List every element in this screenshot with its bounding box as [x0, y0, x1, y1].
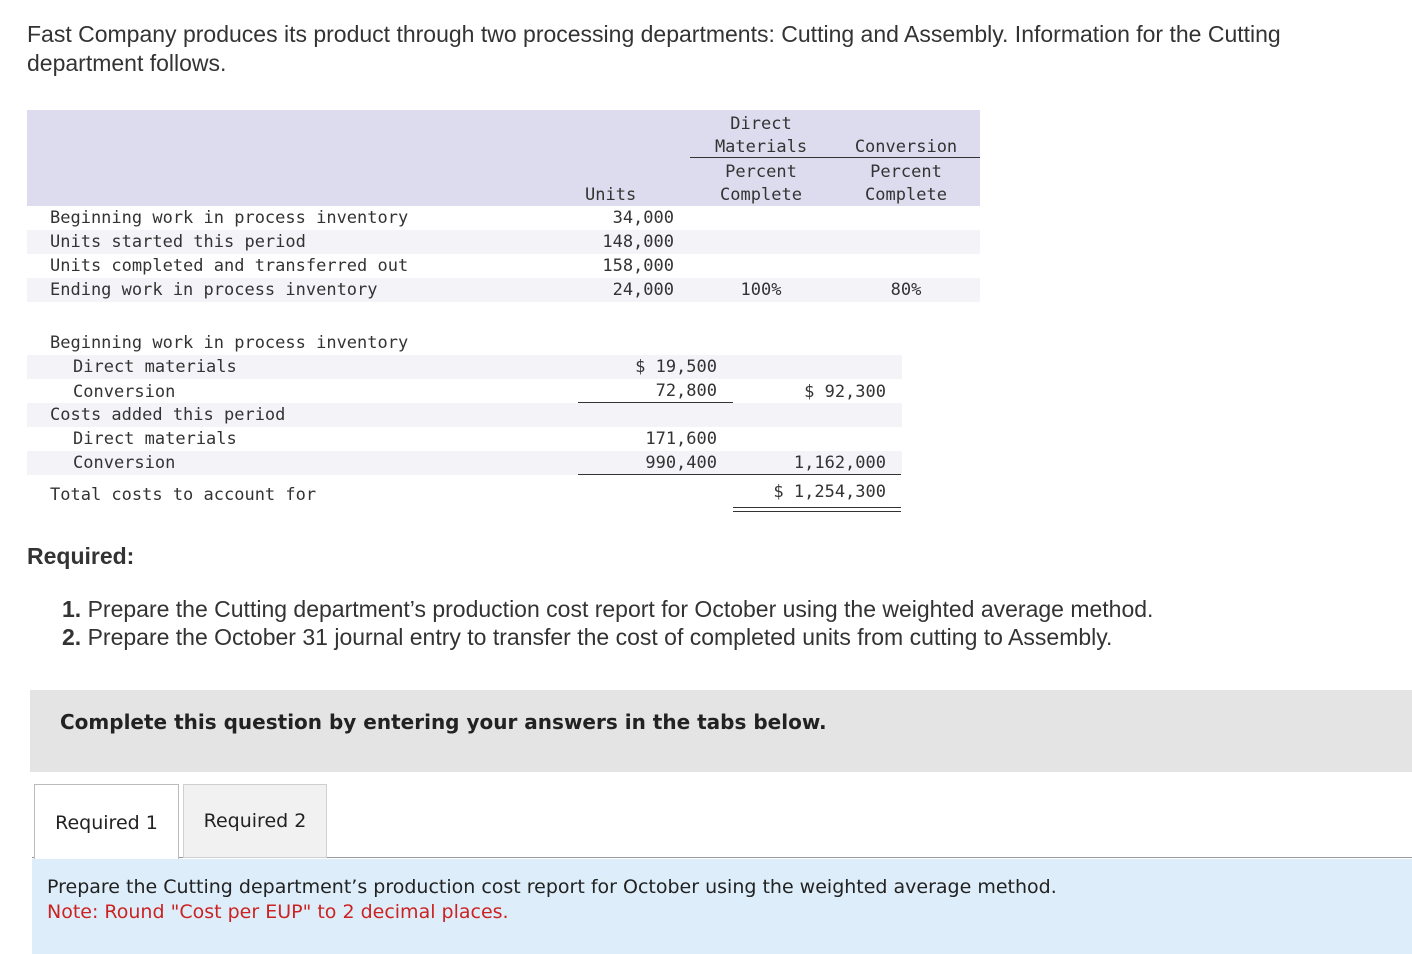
- row-label: Units started this period: [50, 232, 306, 252]
- dm-header-line4: Complete: [720, 185, 802, 205]
- row-label: Beginning work in process inventory: [50, 208, 409, 228]
- conv-header-line3: Complete: [865, 185, 947, 205]
- beg-total: $ 92,300: [804, 382, 886, 402]
- tab-required-1[interactable]: [34, 784, 179, 860]
- beg-conv-value: 72,800: [655, 381, 717, 401]
- subtotal-underline: [578, 402, 733, 403]
- required-item-1: [62, 595, 1153, 624]
- added-total: 1,162,000: [793, 453, 886, 473]
- row-label: Units completed and transferred out: [50, 256, 409, 276]
- required-heading: Required:: [27, 543, 135, 569]
- dm-header-line1: Direct: [730, 114, 792, 134]
- required-item-2-number: 2.: [62, 624, 82, 650]
- units-header: Units: [585, 185, 637, 205]
- row-dm-percent: 100%: [740, 280, 782, 300]
- tab-required-1-label: Required 1: [55, 811, 158, 834]
- required-item-2: [62, 623, 1112, 652]
- subtotal-underline: [578, 474, 733, 475]
- dm-header-line2: Materials: [714, 137, 808, 157]
- required-item-1-number: 1.: [62, 596, 82, 622]
- instructions-text: Prepare the Cutting department’s production cost report for October using the weighted average method.: [47, 876, 1057, 898]
- units-table-header-bg: [27, 110, 980, 206]
- instructions-note: Note: Round "Cost per EUP" to 2 decimal places.: [47, 901, 509, 923]
- added-conv-value: 990,400: [645, 453, 717, 473]
- total-label: Total costs to account for: [50, 485, 317, 505]
- tab-required-2[interactable]: [183, 784, 327, 858]
- total-value: $ 1,254,300: [773, 482, 886, 502]
- beg-conv-label: Conversion: [73, 382, 176, 402]
- tab-required-2-label: Required 2: [203, 810, 307, 832]
- required-item-2-text: Prepare the October 31 journal entry to transfer the cost of completed units from cutting to Assembly.: [87, 624, 1113, 650]
- row-conv-percent: 80%: [890, 280, 922, 300]
- row-label: Ending work in process inventory: [50, 280, 378, 300]
- beg-wip-label: Beginning work in process inventory: [50, 333, 409, 353]
- added-conv-label: Conversion: [73, 453, 176, 473]
- intro-paragraph: Fast Company produces its product through two processing departments: Cutting and Assembly. Information for the Cutting department follows.: [27, 21, 1281, 76]
- row-units: 148,000: [602, 232, 674, 252]
- row-units: 24,000: [612, 280, 674, 300]
- tab-baseline: [179, 857, 1412, 858]
- beg-dm-value: $ 19,500: [635, 357, 717, 377]
- row-units: 34,000: [612, 208, 674, 228]
- instructions: [47, 875, 1057, 925]
- added-label: Costs added this period: [50, 405, 286, 425]
- total-underline: [733, 474, 901, 475]
- added-dm-value: 171,600: [645, 429, 717, 449]
- conv-header-line1: Conversion: [854, 137, 958, 157]
- added-dm-label: Direct materials: [73, 429, 237, 449]
- required-item-1-text: Prepare the Cutting department’s production cost report for October using the weighted average method.: [87, 596, 1154, 622]
- dm-header-line3: Percent: [725, 162, 797, 182]
- double-underline-bottom: [733, 511, 901, 512]
- complete-prompt: Complete this question by entering your answers in the tabs below.: [60, 710, 827, 734]
- beg-dm-label: Direct materials: [73, 357, 237, 377]
- double-underline-top: [733, 507, 901, 508]
- conv-header-line2: Percent: [870, 162, 942, 182]
- row-units: 158,000: [602, 256, 674, 276]
